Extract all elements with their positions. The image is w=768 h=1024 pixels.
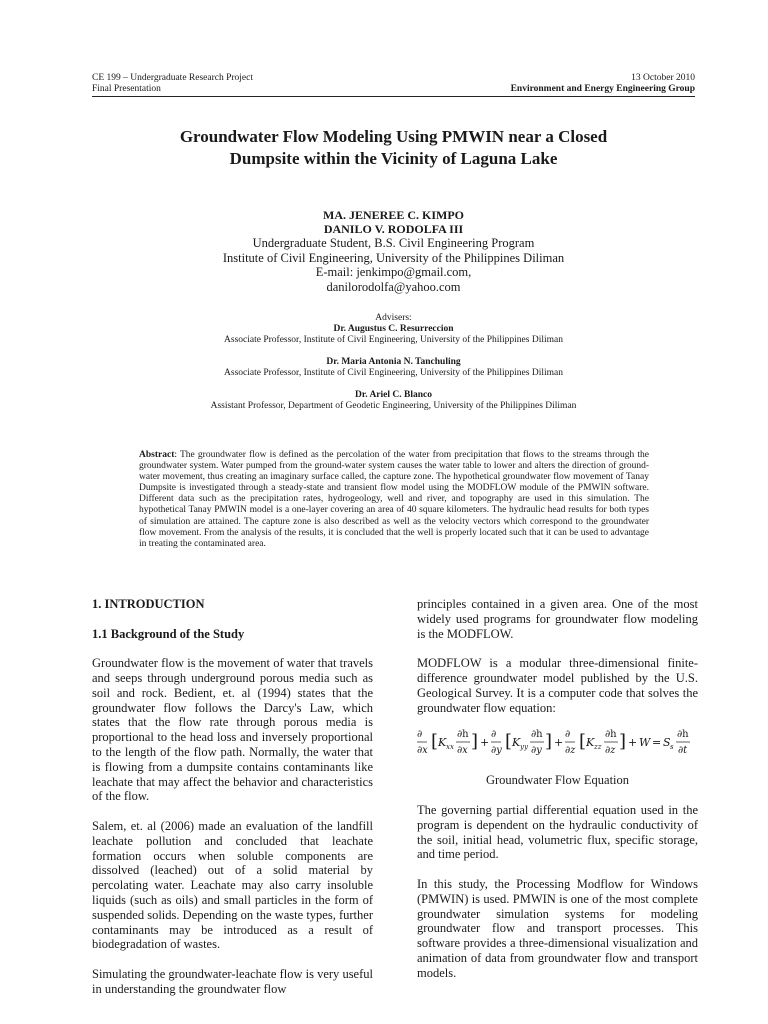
author-block	[92, 208, 695, 294]
svg-text:∂t: ∂t	[678, 745, 688, 757]
svg-text:zz: zz	[594, 743, 602, 752]
svg-text:∂x: ∂x	[457, 745, 468, 757]
title-line-1: Groundwater Flow Modeling Using PMWIN near a Closed	[179, 127, 608, 146]
svg-text:∂: ∂	[565, 729, 571, 741]
svg-text:[: [	[505, 731, 513, 753]
svg-text:∂h: ∂h	[531, 729, 543, 741]
running-header-left	[92, 73, 253, 95]
body-paragraph: The governing partial differential equation used in the program is dependent on the hydraulic conductivity of the soil, initial head, volumetric flux, specific storage, and time period.	[417, 802, 698, 862]
svg-text:K: K	[512, 736, 521, 750]
body-paragraph: Groundwater flow is the movement of water that travels and seeps through underground porous media such as soil and rock. Bedient, et. al (1994) states that the groundwater flow follows the Darcy's Law, which states that the flow rate through porous media is proportional to the head loss and inversely proportional to the length of the flow path. Normally, the water that is flowing from a dumpsite contains contaminants like leachate that may affect the behavior and characteristics of the flow.	[92, 656, 373, 804]
body-paragraph: Simulating the groundwater-leachate flow is very useful in understanding the groundwater flow	[92, 966, 373, 996]
equation-caption: Groundwater Flow Equation	[485, 773, 630, 788]
svg-text:∂h: ∂h	[457, 729, 469, 741]
adviser-name: Dr. Ariel C. Blanco	[355, 390, 432, 400]
adviser-position: Associate Professor, Institute of Civil Engineering, University of the Philippines Diliman	[224, 368, 563, 378]
svg-text:K: K	[586, 736, 595, 750]
svg-text:W: W	[639, 736, 651, 750]
presentation-type: Final Presentation	[92, 84, 161, 94]
svg-text:∂: ∂	[491, 729, 497, 741]
left-column	[92, 597, 373, 997]
svg-text:∂y: ∂y	[491, 745, 502, 757]
adviser-name: Dr. Augustus C. Resurreccion	[333, 324, 454, 334]
svg-text:xx: xx	[446, 743, 454, 752]
section-heading: 1. INTRODUCTION	[92, 597, 205, 611]
svg-text:∂z: ∂z	[565, 745, 576, 757]
paper-title	[92, 126, 695, 170]
svg-text:]: ]	[471, 731, 479, 753]
author-email: danilorodolfa@yahoo.com	[326, 279, 461, 294]
svg-text:[: [	[579, 731, 587, 753]
running-header-right	[511, 73, 695, 95]
title-line-2: Dumpsite within the Vicinity of Laguna Lake	[229, 149, 558, 168]
svg-text:+: +	[480, 736, 490, 750]
advisers-label: Advisers:	[375, 313, 412, 323]
abstract	[139, 450, 649, 550]
body-paragraph: MODFLOW is a modular three-dimensional finite-difference groundwater model published by the U.S. Geological Survey. It is a computer code that solves the groundwater flow equation:	[417, 656, 698, 715]
abstract-label: Abstract	[139, 450, 175, 460]
svg-text:+: +	[628, 736, 638, 750]
header-divider	[92, 96, 695, 97]
header-date: 13 October 2010	[631, 73, 695, 83]
affiliation-line: Institute of Civil Engineering, University of the Philippines Diliman	[222, 250, 565, 265]
advisers-block	[92, 313, 695, 412]
svg-text:∂x: ∂x	[417, 745, 428, 757]
adviser-position: Associate Professor, Institute of Civil Engineering, University of the Philippines Diliman	[224, 335, 563, 345]
svg-text:K: K	[438, 736, 447, 750]
svg-text:+: +	[554, 736, 564, 750]
svg-text:[: [	[431, 731, 439, 753]
svg-text:∂y: ∂y	[531, 745, 542, 757]
abstract-text: : The groundwater flow is defined as the percolation of the water from precipitation that flows to the streams through the groundwater system. Water pumped from the ground-water system causes the water table to lower and alters the direction of ground-water movement, thus creating an imaginary surface called, the capture zone. The hypothetical groundwater flow movement of Tanay Dumpsite is investigated through a steady-state and transient flow model using the MODFLOW module of the PMWIN software. Different data such as the precipitation rates, hydrogeology, well and river, and topography are used in this simulation. The hypothetical Tanay PMWIN model is a one-layer covering an area of 40 square kilometers. The hydraulic head results for both types of simulation are attained. The capture zone is also described as well as the velocity vectors which correspond to the groundwater flow movement. From the analysis of the results, it is concluded that the well is properly located such that it can be used to advantage in treating the contaminated area.	[139, 450, 649, 549]
course-name: CE 199 – Undergraduate Research Project	[92, 73, 254, 83]
svg-text:∂z: ∂z	[605, 745, 616, 757]
svg-text:=: =	[652, 736, 662, 750]
svg-text:s: s	[670, 743, 674, 752]
body-paragraph: principles contained in a given area. One of the most widely used programs for groundwater flow modeling is the MODFLOW.	[417, 597, 698, 641]
adviser-name: Dr. Maria Antonia N. Tanchuling	[326, 357, 461, 367]
svg-text:yy: yy	[520, 743, 528, 752]
author-name: MA. JENEREE C. KIMPO	[323, 208, 464, 222]
svg-text:S: S	[663, 736, 671, 750]
body-paragraph: Salem, et. al (2006) made an evaluation of the landfill leachate pollution and concluded that leachate formation occurs when soluble components are dissolved (leached) out of a solid material by percolating water. Leachate may also carry insoluble liquids (such as oils) and small particles in the form of suspended solids. Depending on the waste types, further contaminants may be introduced as a result of biodegradation of wastes.	[92, 818, 373, 952]
adviser-position: Assistant Professor, Department of Geodetic Engineering, University of the Philippines Diliman	[210, 401, 577, 411]
body-paragraph: In this study, the Processing Modflow for Windows (PMWIN) is used. PMWIN is one of the most complete groundwater simulation systems for modeling groundwater flow and transport processes. This software provides a three-dimensional visualization and animation of data from groundwater flow and transport models.	[417, 876, 698, 980]
svg-text:]: ]	[545, 731, 553, 753]
author-name: DANILO V. RODOLFA III	[323, 222, 464, 236]
svg-text:∂: ∂	[417, 729, 423, 741]
groundwater-flow-equation	[417, 723, 698, 763]
research-group: Environment and Energy Engineering Group	[510, 84, 695, 94]
affiliation-line: Undergraduate Student, B.S. Civil Engineering Program	[252, 236, 535, 250]
right-column	[417, 597, 698, 981]
author-email: E-mail: jenkimpo@gmail.com,	[315, 265, 472, 279]
svg-text:∂h: ∂h	[605, 729, 617, 741]
equation-graphic	[417, 723, 698, 763]
svg-text:∂h: ∂h	[677, 729, 689, 741]
subsection-heading: 1.1 Background of the Study	[92, 626, 245, 641]
svg-text:]: ]	[619, 731, 627, 753]
